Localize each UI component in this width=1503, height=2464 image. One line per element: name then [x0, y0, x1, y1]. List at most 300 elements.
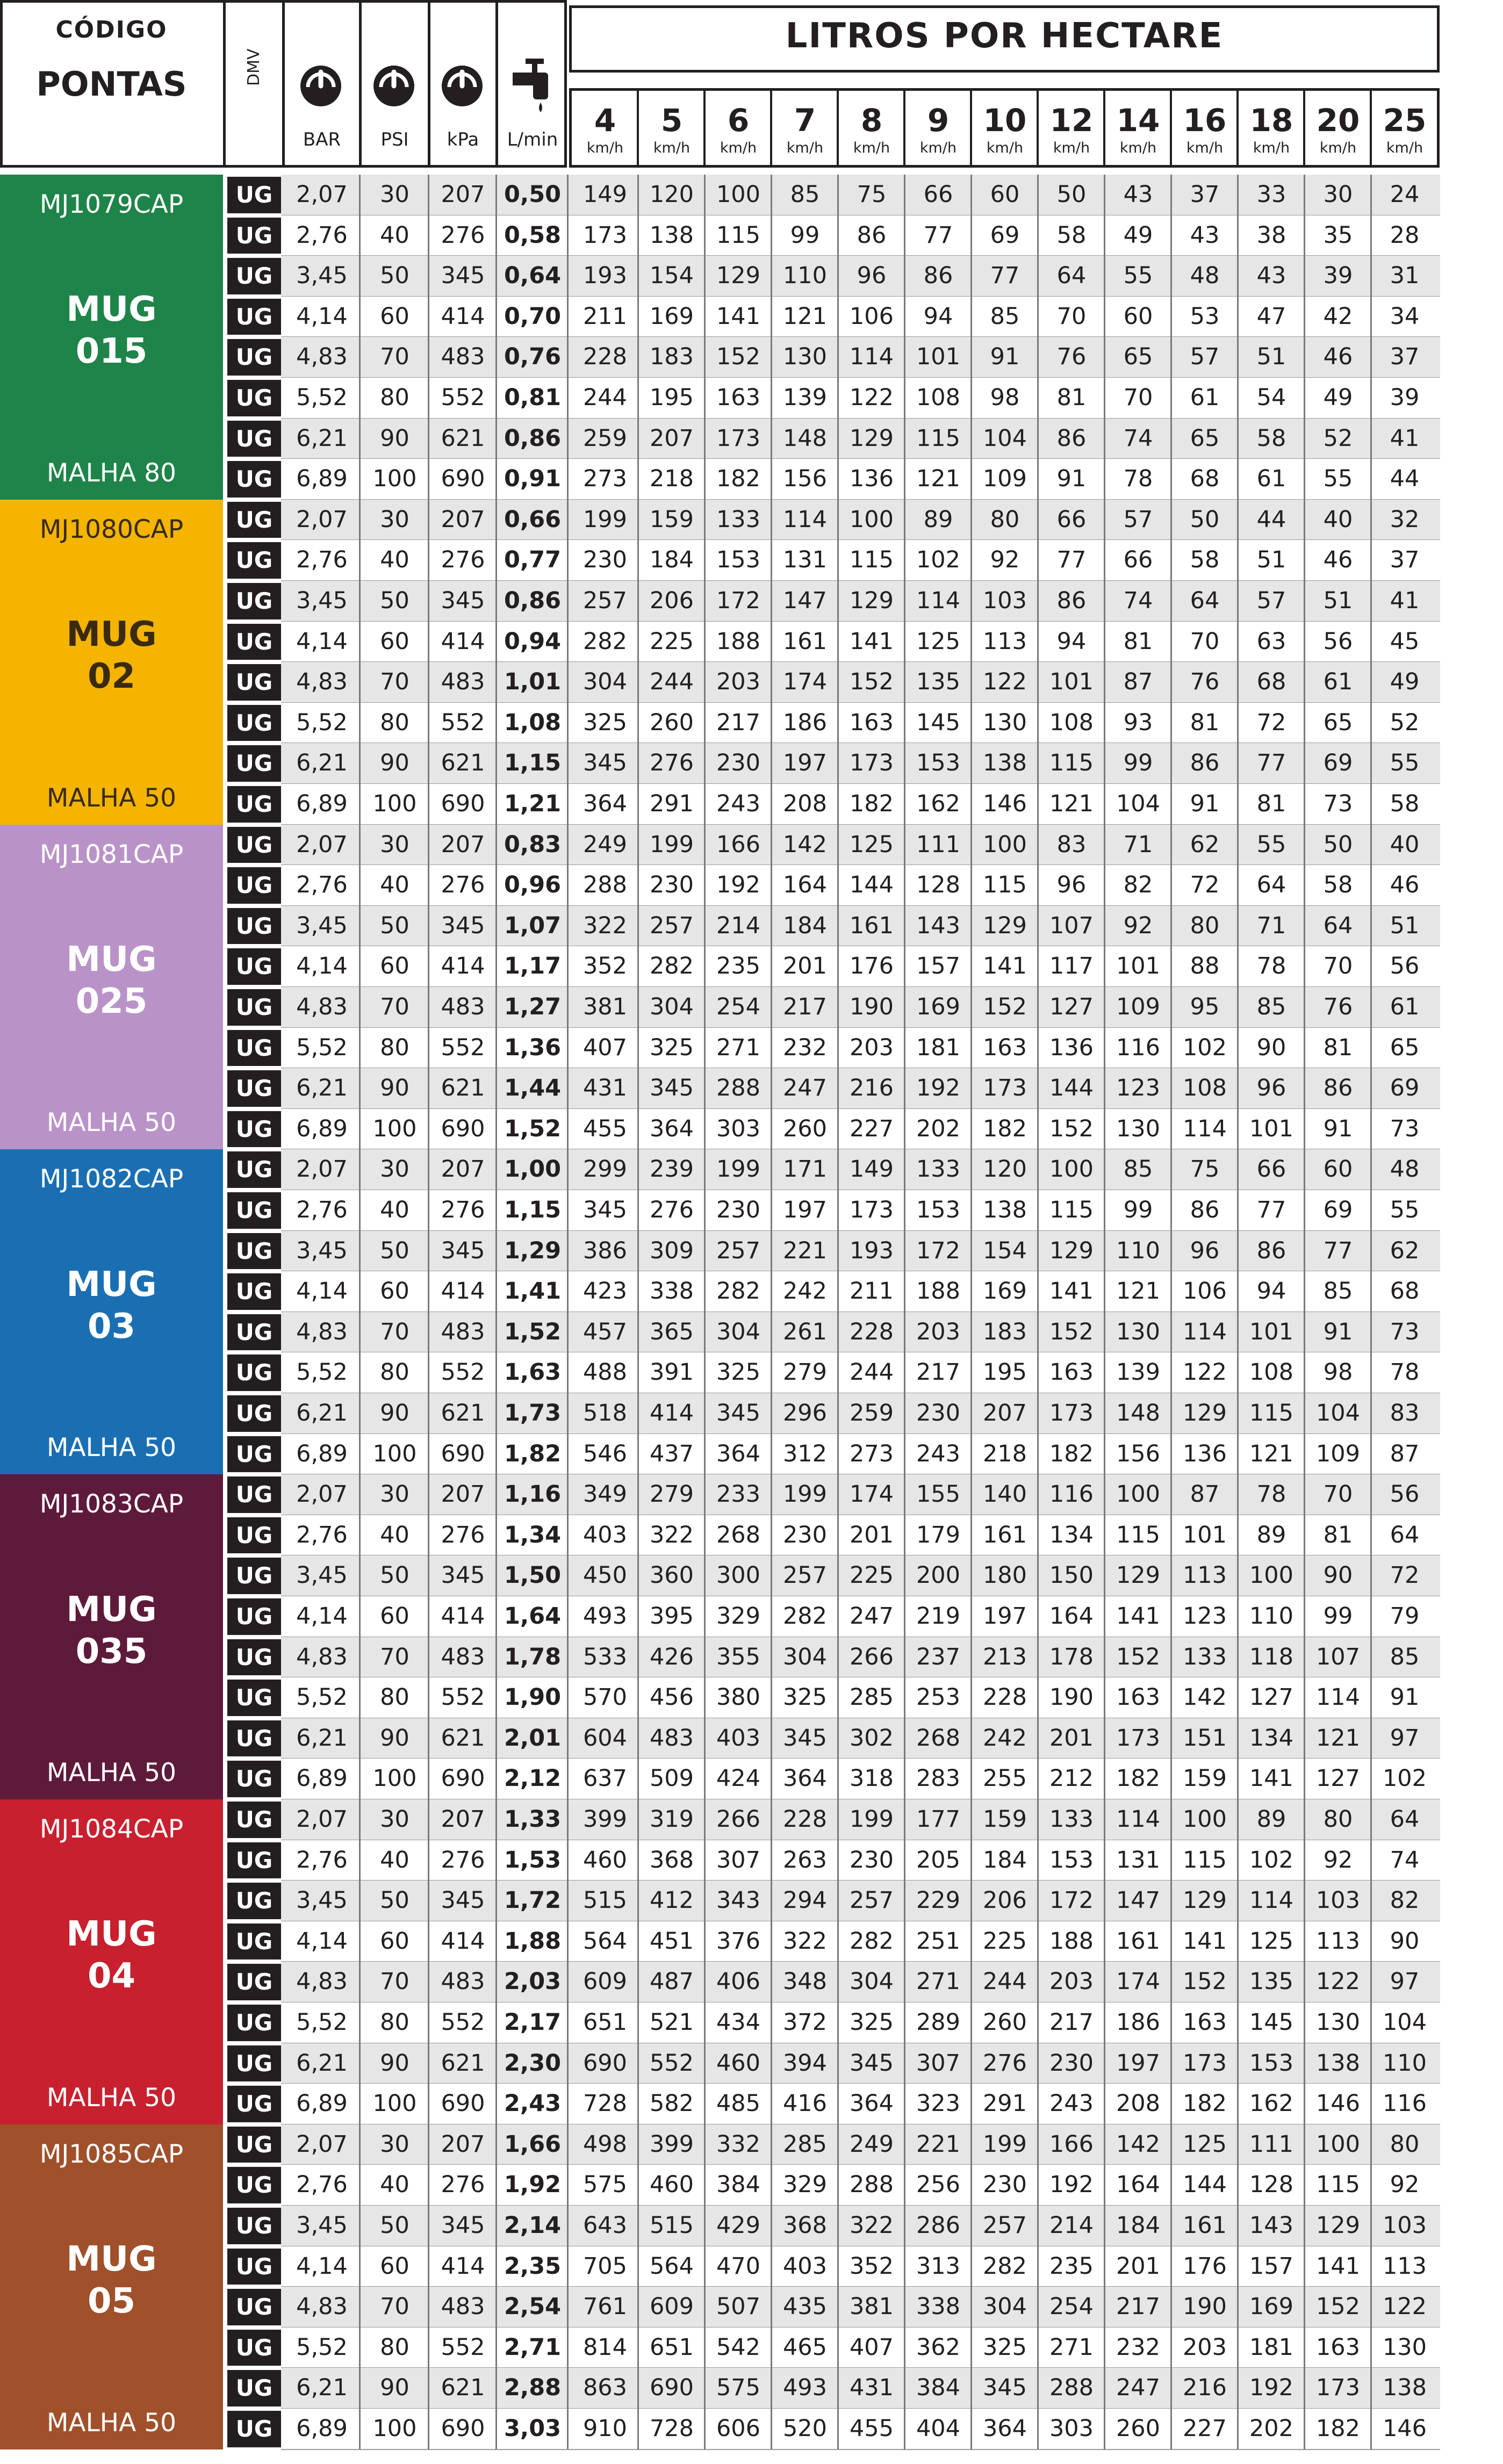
rate-cell-10kmh: 183: [982, 1318, 1027, 1345]
rate-cell-12kmh: 115: [1049, 1197, 1094, 1223]
rate-cell-8kmh: 455: [849, 2415, 894, 2442]
rate-cell-14kmh: 99: [1123, 750, 1153, 777]
rate-cell-12kmh: 164: [1049, 1603, 1094, 1630]
rate-cell-8kmh: 190: [849, 993, 894, 1020]
kpa-cell: 414: [441, 1927, 485, 1955]
rate-cell-8kmh: 75: [857, 181, 887, 208]
rate-cell-4kmh: 609: [582, 1968, 628, 1995]
lmin-cell: 1,90: [504, 1684, 562, 1711]
lmin-cell: 1,27: [504, 993, 562, 1020]
nozzle-group-mug02: [0, 500, 223, 825]
rate-cell-10kmh: 60: [990, 181, 1020, 208]
rate-cell-5kmh: 199: [649, 831, 694, 858]
rate-cell-14kmh: 100: [1116, 1481, 1161, 1508]
rate-cell-5kmh: 521: [649, 2009, 694, 2036]
kpa-cell: 483: [441, 1643, 485, 1670]
rate-cell-16kmh: 37: [1190, 181, 1220, 208]
rate-cell-20kmh: 99: [1323, 1603, 1353, 1630]
rate-cell-16kmh: 101: [1182, 1521, 1227, 1548]
rate-cell-9kmh: 192: [916, 1075, 961, 1102]
rate-cell-16kmh: 43: [1190, 221, 1220, 249]
psi-cell: 80: [380, 1034, 409, 1061]
rate-cell-4kmh: 814: [582, 2333, 628, 2361]
rate-cell-10kmh: 169: [982, 1278, 1027, 1305]
nozzle-code: MJ1085CAP: [39, 2139, 184, 2169]
dmv-cell: UG: [227, 827, 281, 863]
rate-cell-12kmh: 121: [1049, 790, 1094, 817]
rate-cell-5kmh: 365: [649, 1318, 694, 1345]
rate-cell-14kmh: 208: [1116, 2090, 1161, 2117]
rate-cell-10kmh: 304: [982, 2293, 1027, 2321]
kpa-cell: 207: [441, 181, 485, 208]
rate-cell-6kmh: 199: [716, 1156, 761, 1183]
rate-cell-6kmh: 133: [716, 506, 761, 533]
rate-cell-12kmh: 66: [1056, 506, 1087, 533]
speed-unit-label: km/h: [1119, 140, 1157, 156]
bar-cell: 4,83: [296, 343, 348, 371]
rate-cell-9kmh: 221: [916, 2130, 961, 2158]
rate-cell-9kmh: 101: [916, 343, 961, 371]
rate-cell-7kmh: 416: [782, 2090, 828, 2117]
bar-cell: 6,21: [296, 424, 348, 452]
rate-cell-18kmh: 77: [1256, 1197, 1286, 1223]
rate-cell-12kmh: 178: [1049, 1643, 1094, 1670]
psi-cell: 80: [380, 384, 409, 411]
kpa-cell: 276: [441, 2171, 485, 2199]
rate-cell-9kmh: 256: [916, 2171, 961, 2199]
rate-cell-9kmh: 153: [916, 1197, 961, 1223]
psi-cell: 90: [380, 424, 409, 452]
rate-cell-25kmh: 68: [1390, 1278, 1420, 1305]
dmv-cell: UG: [227, 1314, 281, 1351]
rate-cell-9kmh: 219: [916, 1603, 961, 1630]
rate-cell-4kmh: 257: [582, 587, 628, 614]
rate-cell-9kmh: 200: [916, 1562, 961, 1589]
bar-cell: 4,14: [296, 1278, 348, 1305]
rate-cell-5kmh: 120: [649, 181, 694, 208]
rate-cell-20kmh: 122: [1315, 1968, 1361, 1995]
rate-cell-25kmh: 79: [1390, 1603, 1420, 1630]
rate-cell-20kmh: 42: [1323, 302, 1353, 330]
bar-cell: 5,52: [296, 1684, 348, 1711]
rate-cell-18kmh: 192: [1249, 2374, 1294, 2402]
rate-cell-9kmh: 94: [923, 302, 953, 330]
rate-cell-20kmh: 70: [1323, 953, 1353, 980]
rate-cell-7kmh: 99: [790, 221, 820, 249]
rate-cell-25kmh: 62: [1390, 1237, 1420, 1264]
rate-cell-20kmh: 129: [1315, 2212, 1361, 2239]
rate-cell-16kmh: 88: [1190, 953, 1220, 980]
rate-cell-5kmh: 184: [649, 546, 694, 574]
bar-cell: 4,83: [296, 1643, 348, 1670]
rate-cell-18kmh: 51: [1256, 343, 1286, 371]
bar-cell: 6,21: [296, 1724, 348, 1752]
dmv-cell: UG: [227, 2330, 281, 2366]
psi-cell: 70: [380, 1968, 409, 1995]
lmin-cell: 1,92: [504, 2171, 562, 2199]
rate-cell-6kmh: 403: [716, 1724, 761, 1752]
rate-cell-6kmh: 166: [716, 831, 761, 858]
rate-cell-7kmh: 142: [782, 831, 828, 858]
rate-cell-10kmh: 218: [982, 1440, 1027, 1467]
rate-cell-16kmh: 125: [1182, 2130, 1227, 2158]
rate-cell-6kmh: 254: [716, 993, 761, 1020]
rate-cell-12kmh: 212: [1049, 1765, 1094, 1792]
dmv-cell: UG: [227, 1517, 281, 1554]
rate-cell-5kmh: 218: [649, 465, 694, 493]
rate-cell-10kmh: 141: [982, 953, 1027, 980]
rate-cell-6kmh: 233: [716, 1481, 761, 1508]
unit-lmin: L/min: [507, 129, 558, 150]
bar-cell: 6,21: [296, 1075, 348, 1102]
bar-cell: 3,45: [296, 262, 348, 290]
rate-cell-10kmh: 152: [982, 993, 1027, 1020]
kpa-cell: 414: [441, 1603, 485, 1630]
bar-cell: 4,83: [296, 668, 348, 696]
rate-cell-6kmh: 384: [716, 2171, 761, 2199]
rate-cell-5kmh: 282: [649, 953, 694, 980]
rate-cell-18kmh: 94: [1256, 1278, 1286, 1305]
rate-cell-8kmh: 364: [849, 2090, 894, 2117]
rate-cell-25kmh: 58: [1390, 790, 1420, 817]
rate-cell-7kmh: 164: [782, 871, 828, 899]
rate-cell-5kmh: 257: [649, 912, 694, 939]
rate-cell-9kmh: 115: [916, 424, 961, 452]
rate-cell-20kmh: 81: [1323, 1521, 1353, 1548]
rate-cell-4kmh: 515: [582, 1887, 628, 1914]
bar-cell: 3,45: [296, 912, 348, 939]
rate-cell-5kmh: 651: [649, 2333, 694, 2361]
rate-cell-10kmh: 228: [982, 1684, 1027, 1711]
rate-cell-8kmh: 141: [849, 628, 894, 655]
rate-cell-9kmh: 86: [923, 262, 953, 290]
rate-cell-14kmh: 49: [1123, 221, 1153, 249]
rate-cell-14kmh: 163: [1116, 1684, 1161, 1711]
rate-cell-7kmh: 364: [782, 1765, 828, 1792]
kpa-cell: 207: [441, 1156, 485, 1183]
rate-cell-9kmh: 404: [916, 2415, 961, 2442]
rate-cell-18kmh: 143: [1249, 2212, 1294, 2239]
lmin-cell: 1,53: [504, 1846, 562, 1874]
rate-cell-7kmh: 368: [782, 2212, 828, 2239]
bar-cell: 2,07: [296, 506, 348, 533]
rate-cell-18kmh: 127: [1249, 1684, 1294, 1711]
rate-cell-7kmh: 110: [782, 262, 828, 290]
rate-cell-25kmh: 37: [1390, 343, 1420, 371]
lmin-cell: 1,44: [504, 1075, 562, 1102]
rate-cell-18kmh: 63: [1256, 628, 1286, 655]
nozzle-model: MUG 03: [66, 1264, 157, 1346]
kpa-cell: 552: [441, 1359, 485, 1386]
rate-cell-5kmh: 309: [649, 1237, 694, 1264]
rate-cell-8kmh: 173: [849, 1197, 894, 1223]
kpa-cell: 414: [441, 953, 485, 980]
rate-cell-18kmh: 38: [1256, 221, 1286, 249]
rate-cell-8kmh: 257: [849, 1887, 894, 1914]
rate-cell-25kmh: 72: [1390, 1562, 1420, 1589]
rate-cell-8kmh: 86: [857, 221, 887, 249]
rate-cell-25kmh: 40: [1390, 831, 1420, 858]
lmin-cell: 1,36: [504, 1034, 562, 1061]
rate-cell-9kmh: 114: [916, 587, 961, 614]
codigo-header: CÓDIGO: [55, 16, 168, 44]
rate-cell-6kmh: 203: [716, 668, 761, 696]
kpa-cell: 483: [441, 1318, 485, 1345]
bar-cell: 5,52: [296, 1359, 348, 1386]
bar-cell: 6,21: [296, 1400, 348, 1426]
bar-cell: 4,83: [296, 993, 348, 1020]
rate-cell-6kmh: 406: [716, 1968, 761, 1995]
rate-cell-18kmh: 96: [1256, 1075, 1286, 1102]
psi-cell: 100: [372, 2090, 417, 2117]
rate-cell-10kmh: 146: [982, 790, 1027, 817]
rate-cell-7kmh: 121: [782, 302, 828, 330]
rate-cell-12kmh: 153: [1049, 1846, 1094, 1874]
rate-cell-10kmh: 257: [982, 2212, 1027, 2239]
rate-cell-25kmh: 97: [1390, 1724, 1420, 1752]
psi-cell: 80: [380, 2009, 409, 2036]
speed-unit-label: km/h: [1186, 140, 1224, 156]
rate-cell-16kmh: 141: [1182, 1927, 1227, 1955]
rate-cell-16kmh: 50: [1190, 506, 1220, 533]
rate-cell-5kmh: 244: [649, 668, 694, 696]
kpa-cell: 621: [441, 1075, 485, 1102]
rate-cell-18kmh: 78: [1256, 953, 1286, 980]
rate-cell-16kmh: 113: [1182, 1562, 1227, 1589]
rate-cell-20kmh: 60: [1323, 1156, 1353, 1183]
rate-cell-7kmh: 131: [782, 546, 828, 574]
rate-cell-4kmh: 407: [582, 1034, 628, 1061]
rate-cell-16kmh: 86: [1190, 1197, 1220, 1223]
rate-cell-14kmh: 260: [1116, 2415, 1161, 2442]
rate-cell-12kmh: 166: [1049, 2130, 1094, 2158]
dmv-cell: UG: [227, 583, 281, 619]
dmv-cell: UG: [227, 461, 281, 498]
rate-cell-4kmh: 230: [582, 546, 628, 574]
rate-cell-4kmh: 149: [582, 181, 628, 208]
rate-cell-4kmh: 173: [582, 221, 628, 249]
rate-cell-8kmh: 106: [849, 302, 894, 330]
dmv-cell: UG: [227, 1558, 281, 1594]
dmv-cell: UG: [227, 1923, 281, 1960]
rate-cell-4kmh: 423: [582, 1278, 628, 1305]
dmv-cell: UG: [227, 2370, 281, 2407]
rate-cell-5kmh: 364: [649, 1115, 694, 1142]
rate-cell-12kmh: 271: [1049, 2333, 1094, 2361]
rate-cell-25kmh: 102: [1382, 1765, 1427, 1792]
bar-cell: 6,89: [296, 1115, 348, 1142]
rate-cell-5kmh: 414: [649, 1400, 694, 1426]
rate-cell-14kmh: 74: [1123, 587, 1153, 614]
nozzle-code: MJ1081CAP: [39, 839, 184, 869]
rate-cell-8kmh: 345: [849, 2049, 894, 2077]
rate-cell-10kmh: 122: [982, 668, 1027, 696]
rate-cell-25kmh: 64: [1390, 1521, 1420, 1548]
rate-cell-6kmh: 345: [716, 1400, 761, 1426]
rate-cell-9kmh: 162: [916, 790, 961, 817]
rate-cell-20kmh: 92: [1323, 1846, 1353, 1874]
rate-cell-20kmh: 113: [1315, 1927, 1361, 1955]
lmin-cell: 3,03: [504, 2415, 562, 2442]
rate-cell-20kmh: 73: [1323, 790, 1353, 817]
rate-cell-5kmh: 338: [649, 1278, 694, 1305]
kpa-cell: 552: [441, 709, 485, 736]
rate-cell-7kmh: 294: [782, 1887, 828, 1914]
lmin-cell: 2,14: [504, 2212, 562, 2239]
dmv-cell: UG: [227, 2411, 281, 2447]
rate-cell-18kmh: 162: [1249, 2090, 1294, 2117]
psi-cell: 30: [380, 2130, 409, 2158]
rate-cell-5kmh: 437: [649, 1440, 694, 1467]
kpa-cell: 276: [441, 871, 485, 899]
rate-cell-16kmh: 61: [1190, 384, 1220, 411]
rate-cell-16kmh: 114: [1182, 1318, 1227, 1345]
rate-cell-8kmh: 325: [849, 2009, 894, 2036]
rate-cell-16kmh: 72: [1190, 871, 1220, 899]
mesh-label: MALHA 50: [46, 2083, 177, 2113]
lmin-cell: 1,66: [504, 2130, 562, 2158]
rate-cell-16kmh: 57: [1190, 343, 1220, 371]
rate-cell-14kmh: 74: [1123, 424, 1153, 452]
rate-cell-7kmh: 85: [790, 181, 820, 208]
rate-cell-10kmh: 159: [982, 1806, 1027, 1833]
rate-cell-9kmh: 121: [916, 465, 961, 493]
rate-cell-7kmh: 199: [782, 1481, 828, 1508]
rate-cell-16kmh: 68: [1190, 465, 1220, 493]
rate-cell-18kmh: 33: [1256, 181, 1286, 208]
dmv-cell: UG: [227, 948, 281, 985]
rate-cell-12kmh: 127: [1049, 993, 1094, 1020]
rate-cell-8kmh: 407: [849, 2333, 894, 2361]
speed-5-header: 5: [660, 102, 683, 139]
rate-cell-6kmh: 129: [716, 262, 761, 290]
psi-cell: 30: [380, 831, 409, 858]
rate-cell-18kmh: 68: [1256, 668, 1286, 696]
rate-cell-16kmh: 114: [1182, 1115, 1227, 1142]
rate-cell-4kmh: 546: [582, 1440, 628, 1467]
rate-cell-4kmh: 604: [582, 1724, 628, 1752]
rate-cell-6kmh: 575: [716, 2374, 761, 2402]
rate-cell-25kmh: 56: [1390, 1481, 1420, 1508]
rate-cell-18kmh: 102: [1249, 1846, 1294, 1874]
rate-cell-12kmh: 64: [1056, 262, 1087, 290]
nozzle-code: MJ1079CAP: [39, 190, 184, 219]
rate-cell-10kmh: 163: [982, 1034, 1027, 1061]
rate-cell-4kmh: 533: [582, 1643, 628, 1670]
rate-cell-7kmh: 242: [782, 1278, 828, 1305]
rate-cell-6kmh: 288: [716, 1075, 761, 1102]
kpa-cell: 552: [441, 1034, 485, 1061]
psi-cell: 90: [380, 750, 409, 777]
psi-cell: 30: [380, 1481, 409, 1508]
rate-cell-18kmh: 125: [1249, 1927, 1294, 1955]
rate-cell-14kmh: 78: [1123, 465, 1153, 493]
rate-cell-12kmh: 190: [1049, 1684, 1094, 1711]
nozzle-group-mug03: [0, 1149, 223, 1474]
bar-cell: 6,89: [296, 790, 348, 817]
rate-cell-10kmh: 195: [982, 1359, 1027, 1386]
rate-cell-14kmh: 152: [1116, 1643, 1161, 1670]
rate-cell-9kmh: 143: [916, 912, 961, 939]
rate-cell-9kmh: 135: [916, 668, 961, 696]
lmin-cell: 1,07: [504, 912, 562, 939]
rate-cell-4kmh: 244: [582, 384, 628, 411]
rate-cell-8kmh: 149: [849, 1156, 894, 1183]
rate-cell-4kmh: 575: [582, 2171, 628, 2199]
speed-8-header: 8: [860, 102, 883, 139]
rate-cell-8kmh: 115: [849, 546, 894, 574]
rate-cell-10kmh: 85: [990, 302, 1020, 330]
rate-cell-6kmh: 364: [716, 1440, 761, 1467]
rate-cell-9kmh: 157: [916, 953, 961, 980]
rate-cell-8kmh: 304: [849, 1968, 894, 1995]
rate-cell-7kmh: 279: [782, 1359, 828, 1386]
lmin-cell: 0,96: [504, 871, 562, 899]
rate-cell-5kmh: 138: [649, 221, 694, 249]
rate-cell-5kmh: 456: [649, 1684, 694, 1711]
lmin-cell: 0,58: [504, 221, 562, 249]
bar-cell: 6,21: [296, 2049, 348, 2077]
rate-cell-7kmh: 304: [782, 1643, 828, 1670]
rate-cell-8kmh: 163: [849, 709, 894, 736]
rate-cell-20kmh: 40: [1323, 506, 1353, 533]
rate-cell-9kmh: 243: [916, 1440, 961, 1467]
rate-cell-8kmh: 122: [849, 384, 894, 411]
rate-cell-18kmh: 100: [1249, 1562, 1294, 1589]
rate-cell-6kmh: 343: [716, 1887, 761, 1914]
rate-cell-12kmh: 243: [1049, 2090, 1094, 2117]
rate-cell-10kmh: 364: [982, 2415, 1027, 2442]
rate-cell-9kmh: 251: [916, 1927, 961, 1955]
rate-cell-18kmh: 101: [1249, 1318, 1294, 1345]
kpa-cell: 414: [441, 628, 485, 655]
rate-cell-18kmh: 121: [1249, 1440, 1294, 1467]
bar-cell: 4,14: [296, 1603, 348, 1630]
rate-cell-25kmh: 37: [1390, 546, 1420, 574]
nozzle-model: MUG 04: [66, 1914, 157, 1997]
rate-cell-12kmh: 108: [1049, 709, 1094, 736]
psi-cell: 70: [380, 1318, 409, 1345]
lmin-cell: 0,86: [504, 424, 562, 452]
bar-cell: 2,07: [296, 181, 348, 208]
rate-cell-18kmh: 71: [1256, 912, 1286, 939]
kpa-cell: 414: [441, 1278, 485, 1305]
rate-cell-4kmh: 282: [582, 628, 628, 655]
rate-cell-9kmh: 229: [916, 1887, 961, 1914]
rate-cell-7kmh: 348: [782, 1968, 828, 1995]
rate-cell-7kmh: 228: [782, 1806, 828, 1833]
rate-cell-6kmh: 434: [716, 2009, 761, 2036]
dmv-cell: UG: [227, 339, 281, 376]
kpa-cell: 552: [441, 2009, 485, 2036]
lmin-cell: 1,01: [504, 668, 562, 696]
rate-cell-10kmh: 255: [982, 1765, 1027, 1792]
rate-cell-18kmh: 89: [1256, 1806, 1286, 1833]
rate-cell-4kmh: 761: [582, 2293, 628, 2321]
rate-cell-20kmh: 81: [1323, 1034, 1353, 1061]
rate-cell-14kmh: 247: [1116, 2374, 1161, 2402]
rate-cell-6kmh: 100: [716, 181, 761, 208]
bar-cell: 6,89: [296, 1765, 348, 1792]
rate-cell-5kmh: 460: [649, 2171, 694, 2199]
kpa-cell: 552: [441, 384, 485, 411]
rate-cell-6kmh: 470: [716, 2252, 761, 2280]
rate-cell-5kmh: 195: [649, 384, 694, 411]
psi-cell: 30: [380, 506, 409, 533]
rate-cell-6kmh: 268: [716, 1521, 761, 1548]
nozzle-model: MUG 05: [66, 2239, 157, 2322]
rate-cell-20kmh: 90: [1323, 1562, 1353, 1589]
